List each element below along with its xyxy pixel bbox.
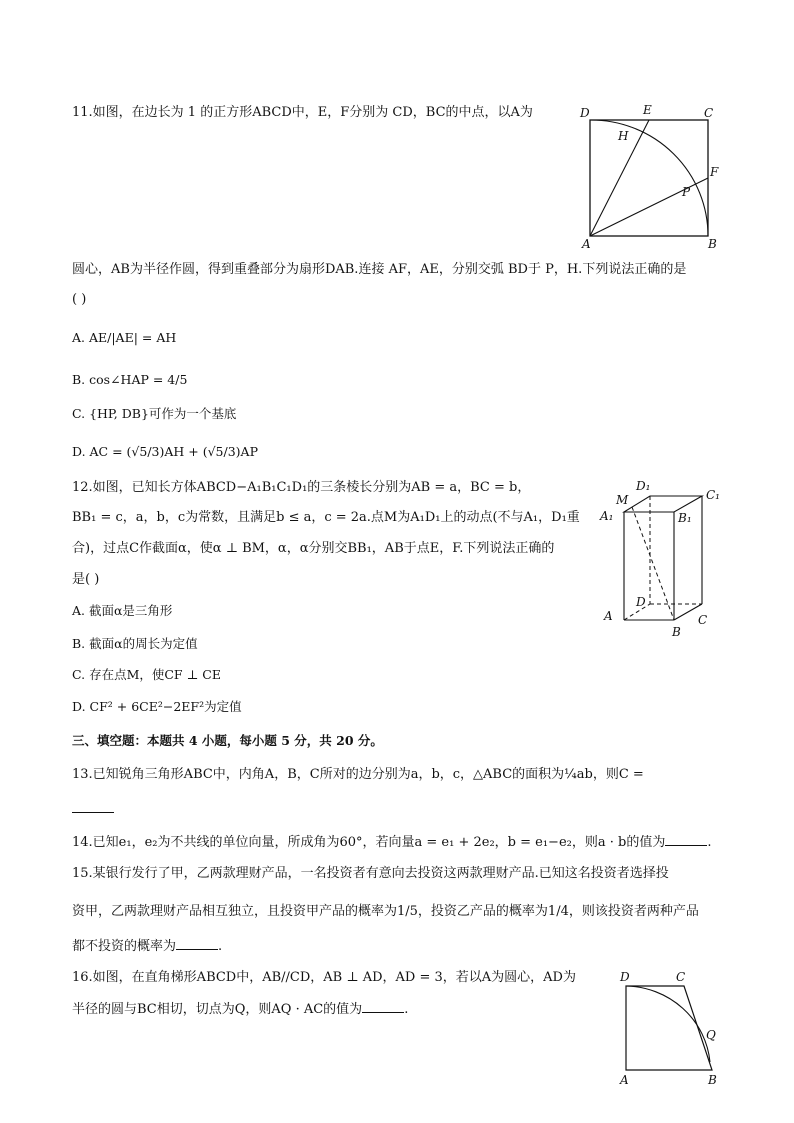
q16-line1: 16.如图，在直角梯形ABCD中，AB//CD，AB ⊥ AD，AD = 3，若以A为圆心，AD为 xyxy=(72,970,576,985)
q12-stem-line3: 合)，过点C作截面α，使α ⊥ BM，α，α分别交BB₁，AB于点E，F.下列说法正确的 xyxy=(72,541,555,556)
q12-option-c: C. 存在点M，使CF ⊥ CE xyxy=(72,667,221,682)
q16-blank xyxy=(362,1000,404,1013)
q12-option-d: D. CF² + 6CE²−2EF²为定值 xyxy=(72,699,242,714)
q12-stem-line2: BB₁ = c，a，b，c为常数，且满足b ≤ a，c = 2a.点M为A₁D₁上的动点(不与A₁，D₁重 xyxy=(72,510,580,525)
q15-line3: 都不投资的概率为 . xyxy=(72,939,223,954)
q11-option-d: D. AC = (√5/3)AH + (√5/3)AP xyxy=(72,444,258,459)
q11-label-E: E xyxy=(643,103,652,117)
q14-line1: 14.已知e₁，e₂为不共线的单位向量，所成角为60°，若向量a = e₁ + 2e₂，b = e₁−e₂，则a · b的值为 . xyxy=(72,835,712,850)
q13-answer-line xyxy=(72,800,114,819)
q15-blank xyxy=(176,937,218,950)
q11-label-C: C xyxy=(704,106,714,120)
q12-label-D1: D₁ xyxy=(636,479,651,493)
q16-label-D: D xyxy=(620,970,630,984)
q11-label-H: H xyxy=(618,129,629,143)
q11-stem-line2: 圆心，AB为半径作圆，得到重叠部分为扇形DAB.连接 AF，AE，分别交弧 BD于 P，H.下列说法正确的是 xyxy=(72,262,687,277)
q12-option-a: A. 截面α是三角形 xyxy=(72,603,173,618)
q14-blank xyxy=(665,833,707,846)
q16-label-B: B xyxy=(708,1073,717,1087)
q12-label-C: C xyxy=(698,613,708,627)
q13-blank xyxy=(72,800,114,813)
q12-label-C1: C₁ xyxy=(706,488,720,502)
q13-line1: 13.已知锐角三角形ABC中，内角A，B，C所对的边分别为a，b，c，△ABC的面积为¼ab，则C = xyxy=(72,767,644,782)
q11-option-b: B. cos∠HAP = 4/5 xyxy=(72,372,188,387)
q11-option-a: A. AE/|AE| = AH xyxy=(72,330,177,345)
q11-label-B: B xyxy=(708,237,717,251)
q16-line2: 半径的圆与BC相切，切点为Q，则AQ · AC的值为 . xyxy=(72,1002,409,1017)
q16-label-A: A xyxy=(620,1073,629,1087)
q11-figure xyxy=(576,100,726,252)
q12-stem-line4: 是( ) xyxy=(72,572,100,587)
q16-figure xyxy=(612,966,732,1090)
q16-text: 半径的圆与BC相切，切点为Q，则AQ · AC的值为 xyxy=(72,1002,363,1017)
q12-label-B1: B₁ xyxy=(678,511,692,525)
q12-label-D: D xyxy=(636,595,646,609)
q11-paren: ( ) xyxy=(72,292,87,307)
q11-label-A: A xyxy=(582,237,591,251)
q11-label-D: D xyxy=(580,106,590,120)
q11-stem-line1: 11.如图，在边长为 1 的正方形ABCD中，E，F分别为 CD，BC的中点，以A为 xyxy=(72,105,533,120)
q12-figure xyxy=(596,476,736,640)
q12-option-b: B. 截面α的周长为定值 xyxy=(72,636,198,651)
q16-label-Q: Q xyxy=(706,1028,716,1042)
section-heading-fill-in: 三、填空题：本题共 4 小题，每小题 5 分，共 20 分。 xyxy=(72,733,383,748)
q11-option-c: C. {HP, DB}可作为一个基底 xyxy=(72,406,237,421)
q12-label-B: B xyxy=(672,625,681,639)
q12-label-M: M xyxy=(616,493,629,507)
q11-label-P: P xyxy=(682,185,691,199)
q11-label-F: F xyxy=(710,165,719,179)
q15-line2: 资甲，乙两款理财产品相互独立，且投资甲产品的概率为1/5，投资乙产品的概率为1/4，则该投资者两种产品 xyxy=(72,904,699,919)
q15-text: 都不投资的概率为 xyxy=(72,939,177,954)
q14-text: 14.已知e₁，e₂为不共线的单位向量，所成角为60°，若向量a = e₁ + 2e₂，b = e₁−e₂，则a · b的值为 xyxy=(72,835,666,850)
q16-label-C: C xyxy=(676,970,686,984)
q15-line1: 15.某银行发行了甲，乙两款理财产品，一名投资者有意向去投资这两款理财产品.已知这名投资者选择投 xyxy=(72,866,669,881)
q12-label-A: A xyxy=(604,609,613,623)
q12-stem-line1: 12.如图，已知长方体ABCD−A₁B₁C₁D₁的三条棱长分别为AB = a，BC = b， xyxy=(72,480,531,495)
q12-label-A1: A₁ xyxy=(600,509,614,523)
